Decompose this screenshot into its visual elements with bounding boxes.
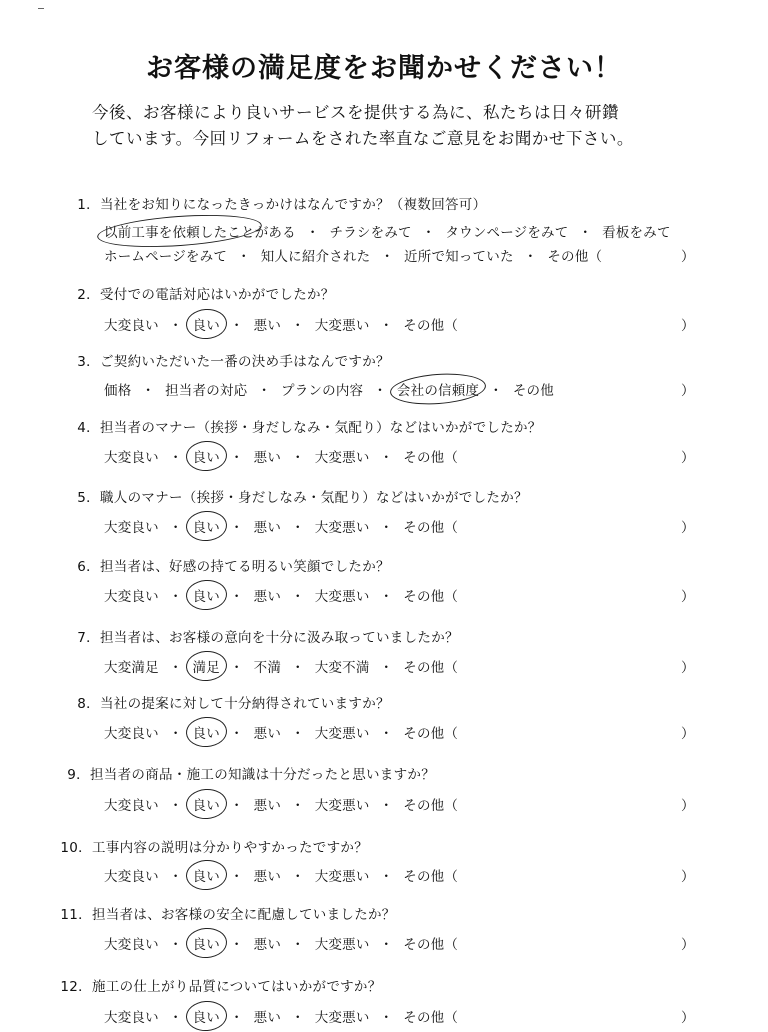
scan-mark bbox=[38, 8, 44, 9]
option-separator: ・ bbox=[523, 249, 538, 265]
option-separator: ・ bbox=[291, 520, 305, 536]
option-separator: ・ bbox=[168, 869, 183, 885]
option-separator: ・ bbox=[379, 937, 394, 953]
page-title: お客様の満足度をお聞かせください！ bbox=[146, 53, 622, 84]
question-line bbox=[76, 416, 542, 436]
answer-option[interactable]: プランの内容 bbox=[281, 383, 364, 399]
option-separator: ・ bbox=[168, 450, 183, 466]
question-line bbox=[56, 836, 368, 856]
selected-answer[interactable]: 良い bbox=[193, 933, 220, 953]
answer-row bbox=[104, 865, 458, 885]
option-separator: ・ bbox=[489, 383, 503, 399]
answer-row bbox=[104, 933, 458, 953]
option-separator: ・ bbox=[291, 318, 305, 334]
answer-option[interactable]: その他（ bbox=[403, 450, 459, 466]
answer-option[interactable]: その他（ bbox=[403, 798, 459, 814]
close-paren: ） bbox=[681, 318, 695, 334]
answer-option[interactable]: その他（ bbox=[547, 249, 603, 265]
option-separator: ・ bbox=[421, 225, 436, 241]
selected-answer[interactable]: 会社の信頼度 bbox=[397, 379, 479, 399]
answer-option[interactable]: その他（ bbox=[403, 318, 459, 334]
selected-answer[interactable]: 良い bbox=[193, 794, 220, 814]
option-separator: ・ bbox=[379, 589, 394, 605]
selected-answer[interactable]: 良い bbox=[193, 585, 220, 605]
question-text: 当社をお知りになったきっかけはなんですか？（複数回答可） bbox=[100, 197, 487, 213]
question-text: 担当者は、好感の持てる明るい笑顔でしたか？ bbox=[100, 559, 390, 575]
question-number: 6． bbox=[77, 559, 100, 575]
intro-line: しています。今回リフォームをされた率直なご意見をお聞かせ下さい。 bbox=[92, 129, 634, 148]
answer-option[interactable]: 大変悪い bbox=[314, 937, 370, 953]
answer-row bbox=[104, 221, 671, 241]
option-separator: ・ bbox=[373, 383, 387, 399]
close-paren: ） bbox=[681, 798, 695, 814]
answer-option[interactable]: 悪い bbox=[253, 520, 282, 536]
option-separator: ・ bbox=[229, 798, 244, 814]
question-number: 10． bbox=[60, 840, 92, 856]
question-text: 担当者は、お客様の安全に配慮していましたか？ bbox=[92, 907, 396, 923]
option-separator: ・ bbox=[291, 1010, 305, 1026]
answer-option[interactable]: 大変悪い bbox=[314, 318, 370, 334]
answer-option[interactable]: 知人に紹介された bbox=[260, 249, 371, 265]
question-text: 職人のマナー（挨拶・身だしなみ・気配り）などはいかがでしたか？ bbox=[100, 490, 528, 506]
answer-option[interactable]: 価格 bbox=[104, 383, 132, 399]
answer-option[interactable]: 大変悪い bbox=[314, 450, 370, 466]
close-paren: ） bbox=[681, 589, 695, 605]
answer-option[interactable]: その他（ bbox=[403, 589, 459, 605]
option-separator: ・ bbox=[141, 383, 156, 399]
answer-option[interactable]: 大変良い bbox=[104, 1010, 159, 1026]
question-line bbox=[56, 903, 396, 923]
answer-option[interactable]: 担当者の対応 bbox=[165, 383, 248, 399]
selected-answer[interactable]: 満足 bbox=[193, 656, 220, 676]
answer-option[interactable]: 大変悪い bbox=[314, 798, 370, 814]
answer-option[interactable]: 悪い bbox=[253, 1010, 282, 1026]
option-separator: ・ bbox=[168, 660, 183, 676]
close-paren: ） bbox=[681, 450, 695, 466]
question-line bbox=[66, 763, 435, 783]
answer-row bbox=[104, 722, 458, 742]
answer-option[interactable]: 大変良い bbox=[104, 798, 159, 814]
answer-option[interactable]: 大変満足 bbox=[104, 660, 159, 676]
option-separator: ・ bbox=[229, 869, 244, 885]
option-separator: ・ bbox=[379, 869, 394, 885]
answer-row bbox=[104, 1006, 458, 1026]
option-separator: ・ bbox=[379, 520, 394, 536]
question-text: 当社の提案に対して十分納得されていますか？ bbox=[100, 696, 390, 712]
intro-text bbox=[92, 100, 712, 152]
selected-answer[interactable]: 良い bbox=[193, 722, 220, 742]
answer-row bbox=[104, 585, 458, 605]
question-text: 担当者は、お客様の意向を十分に汲み取っていましたか？ bbox=[100, 630, 459, 646]
option-separator: ・ bbox=[291, 937, 305, 953]
close-paren: ） bbox=[681, 726, 695, 742]
answer-option[interactable]: タウンページをみて bbox=[445, 225, 569, 241]
intro-line: 今後、お客様により良いサービスを提供する為に、私たちは日々研鑽 bbox=[92, 103, 619, 122]
question-line bbox=[76, 626, 459, 646]
option-separator: ・ bbox=[229, 318, 244, 334]
close-paren: ） bbox=[681, 869, 695, 885]
close-paren: ） bbox=[681, 249, 695, 265]
selected-answer[interactable]: 良い bbox=[193, 865, 220, 885]
close-paren: ） bbox=[681, 1010, 695, 1026]
option-separator: ・ bbox=[379, 726, 394, 742]
answer-option[interactable] bbox=[104, 221, 296, 241]
answer-option[interactable]: 悪い bbox=[253, 318, 282, 334]
answer-option[interactable]: 悪い bbox=[253, 937, 282, 953]
answer-row bbox=[104, 245, 602, 265]
question-number: 8． bbox=[77, 696, 100, 712]
option-separator: ・ bbox=[291, 450, 305, 466]
question-number: 1． bbox=[77, 197, 100, 213]
question-number: 9． bbox=[67, 767, 90, 783]
answer-option[interactable]: 大変良い bbox=[104, 589, 159, 605]
option-separator: ・ bbox=[291, 660, 305, 676]
answer-option[interactable]: その他（ bbox=[403, 520, 459, 536]
option-separator: ・ bbox=[291, 589, 305, 605]
option-separator: ・ bbox=[229, 450, 244, 466]
option-separator: ・ bbox=[168, 937, 183, 953]
question-number: 2． bbox=[77, 287, 100, 303]
question-line bbox=[76, 486, 528, 506]
option-separator: ・ bbox=[229, 589, 244, 605]
answer-option[interactable]: その他 bbox=[512, 383, 554, 399]
answer-option[interactable]: 大変悪い bbox=[314, 726, 370, 742]
option-separator: ・ bbox=[168, 1010, 183, 1026]
close-paren: ） bbox=[681, 937, 695, 953]
question-line bbox=[76, 283, 335, 303]
close-paren: ） bbox=[681, 660, 695, 676]
close-paren: ） bbox=[681, 520, 695, 536]
option-separator: ・ bbox=[379, 318, 394, 334]
answer-option[interactable]: 大変不満 bbox=[314, 660, 370, 676]
answer-option[interactable]: チラシをみて bbox=[329, 225, 412, 241]
question-text: ご契約いただいた一番の決め手はなんですか？ bbox=[100, 354, 390, 370]
answer-option[interactable]: 悪い bbox=[253, 589, 282, 605]
option-separator: ・ bbox=[379, 660, 394, 676]
answer-option[interactable]: 大変良い bbox=[104, 937, 159, 953]
answer-option[interactable]: 看板をみて bbox=[602, 225, 671, 241]
question-line bbox=[76, 350, 390, 370]
answer-row bbox=[104, 516, 458, 536]
option-separator: ・ bbox=[229, 726, 244, 742]
question-text: 担当者のマナー（挨拶・身だしなみ・気配り）などはいかがでしたか？ bbox=[100, 420, 542, 436]
option-separator: ・ bbox=[379, 450, 394, 466]
answer-option[interactable]: 大変良い bbox=[104, 726, 159, 742]
answer-row bbox=[104, 656, 458, 676]
answer-option[interactable]: 大変良い bbox=[104, 520, 159, 536]
option-separator: ・ bbox=[168, 589, 183, 605]
answer-option[interactable]: 悪い bbox=[253, 726, 282, 742]
option-separator: ・ bbox=[229, 937, 244, 953]
option-separator: ・ bbox=[291, 798, 305, 814]
option-separator: ・ bbox=[229, 1010, 244, 1026]
option-separator: ・ bbox=[379, 1010, 394, 1026]
answer-option[interactable]: 大変悪い bbox=[314, 1010, 370, 1026]
option-separator: ・ bbox=[229, 520, 244, 536]
question-line bbox=[76, 692, 390, 712]
option-separator: ・ bbox=[578, 225, 593, 241]
answer-option[interactable]: その他（ bbox=[403, 869, 459, 885]
question-number: 11． bbox=[60, 907, 92, 923]
option-separator: ・ bbox=[257, 383, 272, 399]
answer-option[interactable]: ホームページをみて bbox=[104, 249, 228, 265]
answer-option[interactable]: その他（ bbox=[403, 1010, 459, 1026]
answer-option[interactable]: 悪い bbox=[253, 869, 282, 885]
answer-row bbox=[104, 314, 458, 334]
option-separator: ・ bbox=[305, 225, 320, 241]
answer-option[interactable]: 悪い bbox=[253, 798, 282, 814]
question-line bbox=[76, 193, 486, 213]
answer-row bbox=[104, 446, 458, 466]
option-separator: ・ bbox=[168, 798, 183, 814]
option-separator: ・ bbox=[237, 249, 251, 265]
close-paren: ） bbox=[681, 383, 695, 399]
answer-row bbox=[104, 794, 458, 814]
option-separator: ・ bbox=[291, 869, 305, 885]
answer-option[interactable]: 不満 bbox=[253, 660, 282, 676]
option-separator: ・ bbox=[229, 660, 244, 676]
answer-option[interactable]: 大変悪い bbox=[314, 589, 370, 605]
option-separator: ・ bbox=[379, 798, 394, 814]
answer-row bbox=[104, 379, 554, 399]
selected-answer[interactable]: 良い bbox=[193, 314, 220, 334]
question-number: 7． bbox=[77, 630, 100, 646]
selected-answer[interactable]: 良い bbox=[193, 446, 220, 466]
answer-option[interactable]: 近所で知っていた bbox=[404, 249, 514, 265]
question-number: 5． bbox=[77, 490, 100, 506]
answer-option[interactable]: 大変良い bbox=[104, 318, 159, 334]
option-separator: ・ bbox=[168, 520, 183, 536]
question-number: 3． bbox=[77, 354, 100, 370]
selected-answer[interactable]: 以前工事を依頼したこと bbox=[104, 221, 255, 241]
question-number: 4． bbox=[77, 420, 100, 436]
answer-option[interactable]: その他（ bbox=[403, 937, 459, 953]
option-separator: ・ bbox=[168, 726, 183, 742]
question-text: 工事内容の説明は分かりやすかったですか？ bbox=[92, 840, 368, 856]
option-separator: ・ bbox=[380, 249, 395, 265]
question-line bbox=[76, 555, 390, 575]
answer-option[interactable]: 大変悪い bbox=[314, 520, 370, 536]
selected-answer[interactable]: 良い bbox=[193, 1006, 220, 1026]
question-text: 受付での電話対応はいかがでしたか？ bbox=[100, 287, 335, 303]
question-line bbox=[56, 975, 382, 995]
answer-option[interactable]: 悪い bbox=[253, 450, 282, 466]
answer-option[interactable]: 大変良い bbox=[104, 450, 159, 466]
question-number: 12． bbox=[60, 979, 92, 995]
selected-answer[interactable]: 良い bbox=[193, 516, 220, 536]
option-separator: ・ bbox=[291, 726, 305, 742]
answer-option[interactable]: その他（ bbox=[403, 660, 459, 676]
answer-option[interactable]: その他（ bbox=[403, 726, 459, 742]
answer-option[interactable]: 大変悪い bbox=[314, 869, 370, 885]
answer-option[interactable]: 大変良い bbox=[104, 869, 159, 885]
question-text: 担当者の商品・施工の知識は十分だったと思いますか？ bbox=[90, 767, 435, 783]
answer-option-rest: がある bbox=[254, 225, 296, 241]
option-separator: ・ bbox=[168, 318, 183, 334]
question-text: 施工の仕上がり品質についてはいかがですか？ bbox=[92, 979, 382, 995]
